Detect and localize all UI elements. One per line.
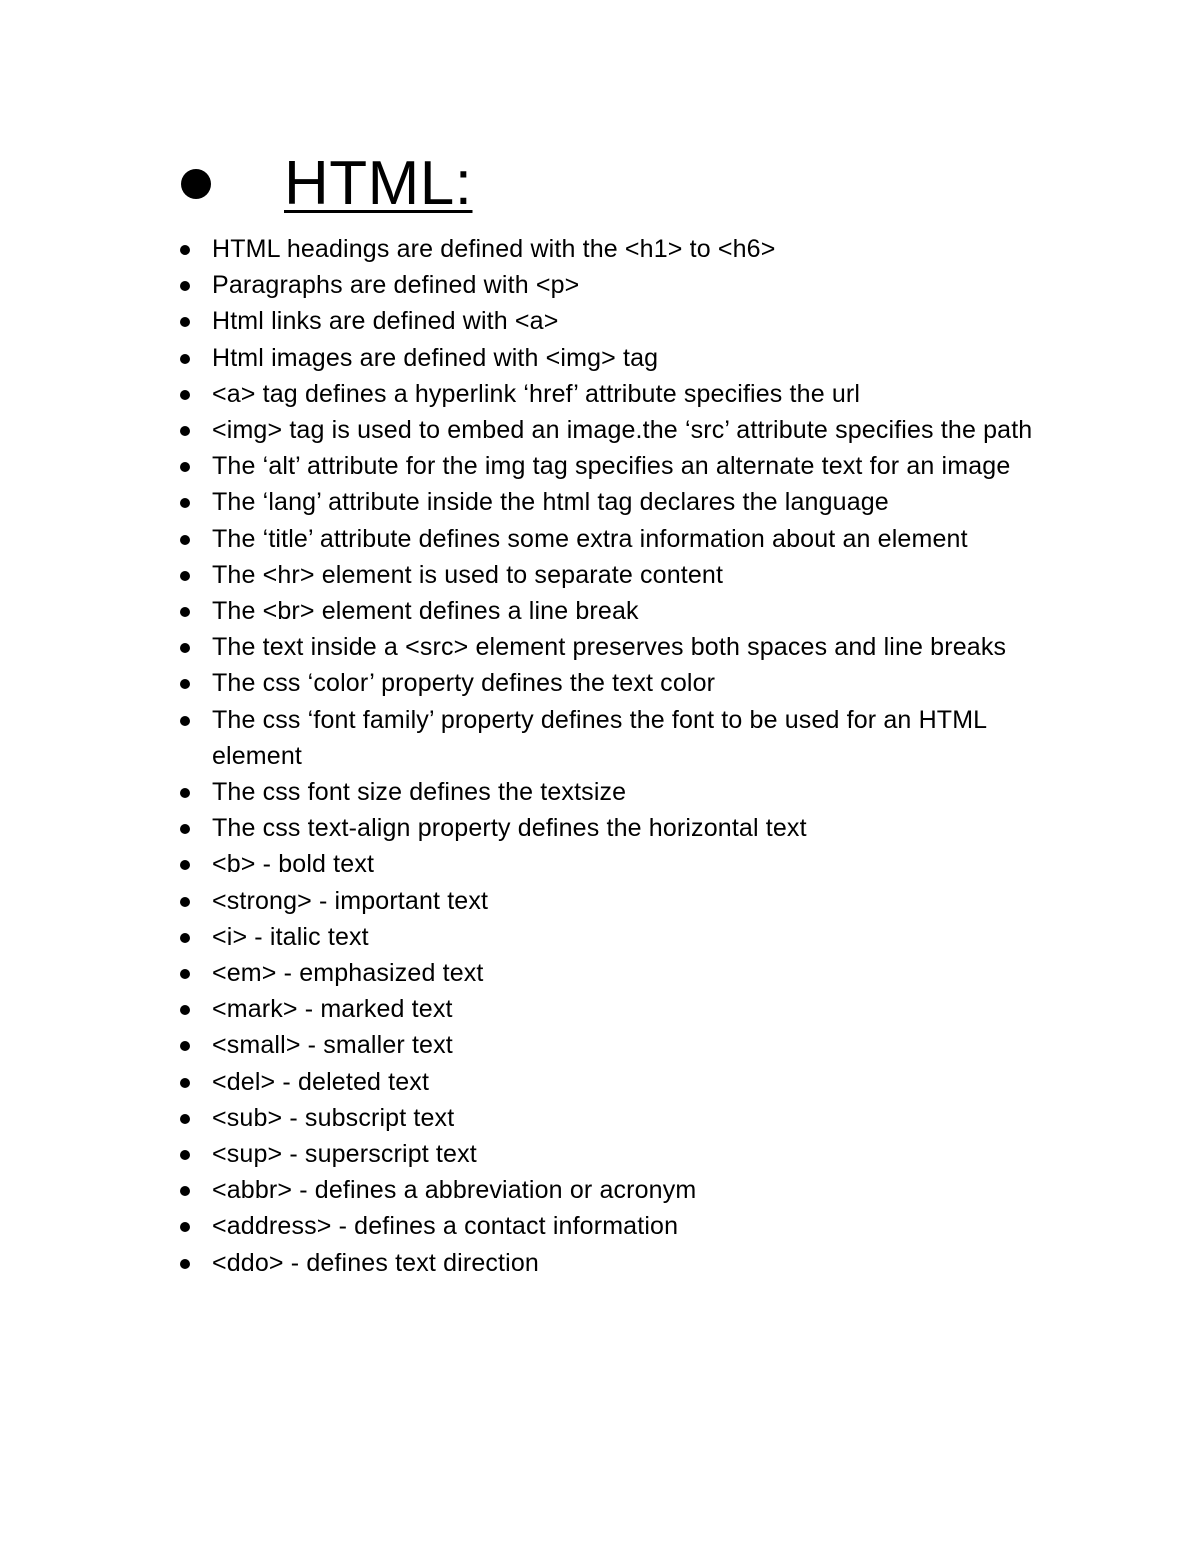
bullet-icon [180,969,190,979]
list-item-text: The css ‘color’ property defines the text color [212,669,716,698]
list-item [0,665,1060,701]
list-item [0,1100,1060,1136]
list-item-text: <ddo> - defines text direction [212,1248,539,1277]
bullet-icon [180,1114,190,1124]
bullet-icon [180,1005,190,1015]
list-item-text: <em> - emphasized text [212,959,484,988]
list-item-text: <mark> - marked text [212,995,453,1024]
list-item [0,846,1060,882]
bullet-icon [180,281,190,291]
list-item [0,1064,1060,1100]
list-item-text: Html links are defined with <a> [212,307,559,336]
list-item [0,774,1060,810]
list-item-text: <sup> - superscript text [212,1140,477,1169]
bullet-icon [180,716,190,726]
list-item [0,955,1060,991]
page-title: HTML: [284,149,473,218]
list-item [0,810,1060,846]
list-item [0,1245,1060,1281]
list-item-text: The css ‘font family’ property defines the font to be used for an HTML element [212,705,987,770]
list-item-text: <i> - italic text [212,922,369,951]
bullet-icon [180,679,190,689]
list-item-text: The text inside a <src> element preserves both spaces and line breaks [212,633,1007,662]
bullet-icon [180,317,190,327]
bullet-icon [180,933,190,943]
list-item [0,448,1060,484]
list-item-text: <address> - defines a contact information [212,1212,679,1241]
list-item [0,629,1060,665]
list-item [0,267,1060,303]
bullet-icon [180,1186,190,1196]
notes-list [0,231,1200,1281]
list-item [0,231,1060,267]
bullet-icon [180,390,190,400]
list-item [0,1136,1060,1172]
list-item-text: <abbr> - defines a abbreviation or acronym [212,1176,697,1205]
list-item [0,883,1060,919]
list-item-text: The css text-align property defines the horizontal text [212,814,807,843]
list-item [0,521,1060,557]
list-item-text: Paragraphs are defined with <p> [212,271,580,300]
list-item [0,1208,1060,1244]
list-item [0,303,1060,339]
list-item-text: The css font size defines the textsize [212,778,627,807]
list-item-text: The <hr> element is used to separate content [212,560,724,589]
list-item-text: The ‘lang’ attribute inside the html tag declares the language [212,488,889,517]
bullet-icon [180,1078,190,1088]
list-item-text: <img> tag is used to embed an image.the ‘src’ attribute specifies the path [212,416,1033,445]
list-item [0,919,1060,955]
list-item [0,557,1060,593]
bullet-icon [180,245,190,255]
list-item-text: <small> - smaller text [212,1031,453,1060]
bullet-icon [180,571,190,581]
bullet-icon [180,1222,190,1232]
bullet-icon [180,1259,190,1269]
list-item-text: <a> tag defines a hyperlink ‘href’ attribute specifies the url [212,379,861,408]
bullet-icon [180,1041,190,1051]
title-bullet-icon [181,169,211,199]
title-row [181,146,473,222]
list-item [0,991,1060,1027]
bullet-icon [180,462,190,472]
list-item [0,340,1060,376]
bullet-icon [180,860,190,870]
list-item [0,376,1060,412]
bullet-icon [180,824,190,834]
bullet-icon [180,897,190,907]
list-item-text: <b> - bold text [212,850,375,879]
bullet-icon [180,607,190,617]
bullet-icon [180,535,190,545]
list-item [0,484,1060,520]
list-item-text: HTML headings are defined with the <h1> to <h6> [212,235,776,263]
list-item-text: Html images are defined with <img> tag [212,343,659,372]
bullet-icon [180,498,190,508]
list-item-text: <strong> - important text [212,886,489,915]
list-item-text: <del> - deleted text [212,1067,430,1096]
bullet-icon [180,426,190,436]
bullet-icon [180,643,190,653]
list-item [0,702,1060,774]
bullet-icon [180,788,190,798]
list-item-text: The ‘title’ attribute defines some extra information about an element [212,524,968,553]
list-item [0,1172,1060,1208]
list-item [0,1027,1060,1063]
list-item [0,593,1060,629]
bullet-icon [180,1150,190,1160]
list-item [0,412,1060,448]
list-item-text: <sub> - subscript text [212,1103,455,1132]
list-item-text: The <br> element defines a line break [212,597,639,626]
bullet-icon [180,354,190,364]
list-item-text: The ‘alt’ attribute for the img tag specifies an alternate text for an image [212,452,1011,481]
